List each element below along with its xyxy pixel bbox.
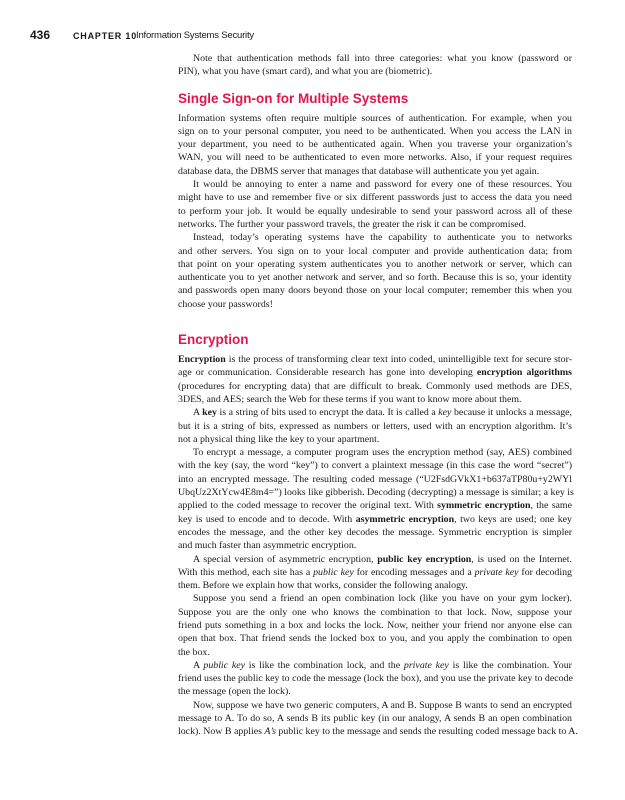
text-line (178, 579, 572, 592)
text-line (178, 606, 572, 619)
text-run: (procedures for encrypting data) that are difficult to break. Commonly used methods are DES, (178, 380, 572, 392)
text-run: to perform your job. It would be equally undesirable to send your password across all of these (178, 205, 572, 217)
text-run: , is used on the Internet. (471, 553, 572, 565)
paragraph (178, 699, 578, 739)
text-line (178, 218, 572, 231)
text-run: age or communication. Considerable research has gone into developing (178, 367, 477, 379)
text-line (178, 592, 572, 605)
text-run: , two keys are used; one key (454, 513, 572, 525)
text-run: To encrypt a message, a computer program uses the encryption method (say, AES) combined (193, 447, 572, 459)
bold-term: symmetric encryption (437, 500, 531, 512)
text-line (178, 685, 572, 698)
text-run: that point on your operating system authenticates you to another network or server, which can (178, 258, 572, 270)
text-run: message to A. To do so, A sends B its public key (in our analogy, A sends B an open combination (178, 713, 572, 725)
text-run: them. Before we explain how that works, consider the following analogy. (178, 580, 468, 592)
text-run: might have to use and remember five or six different passwords just to access the data you need (178, 192, 572, 204)
text-run: is like the combination lock, and the (245, 659, 404, 671)
text-run: PIN), what you have (smart card), and what you are (biometric). (178, 66, 433, 78)
text-line (178, 151, 572, 164)
text-run: for decoding (518, 566, 572, 578)
text-line (178, 205, 572, 218)
text-line (178, 486, 572, 499)
text-run: A special version of asymmetric encryption, (193, 553, 378, 565)
text-line (178, 420, 572, 433)
text-run: lock). Now B applies (178, 726, 265, 738)
text-line (178, 191, 572, 204)
text-run: choose your passwords! (178, 298, 273, 310)
text-line (178, 380, 572, 393)
text-line (178, 553, 572, 566)
italic-term: private key (403, 659, 449, 671)
text-run: because it unlocks a message, (451, 407, 573, 419)
text-line (178, 646, 572, 659)
text-run: authenticate you to yet another network and server, and so forth. Because this is so, your identity (178, 272, 572, 284)
text-line (178, 672, 572, 685)
text-line (178, 284, 572, 297)
text-line (178, 406, 572, 419)
text-run: 3DES, and AES; search the Web for these terms if you want to know more about them. (178, 393, 522, 405)
text-run: WAN, you will need to be authenticated to even more networks. Also, if your request requires (178, 152, 572, 164)
text-line (178, 499, 572, 512)
text-run: Suppose you are the only one who knows the combination to that lock. Now, suppose your (178, 606, 572, 618)
text-line (178, 231, 572, 244)
text-line (178, 271, 572, 284)
italic-term: public key (313, 566, 354, 578)
text-run: is the process of transforming clear text into coded, unintelligible text for secure stor- (225, 354, 572, 366)
text-line (178, 112, 572, 125)
text-line (178, 433, 572, 446)
text-run: is a string of bits used to encrypt the data. It is called a (216, 407, 439, 419)
paragraph (178, 112, 572, 178)
text-run: Now, suppose we have two generic computers, A and B. Suppose B wants to send an encrypted (193, 699, 572, 711)
text-run: Suppose you send a friend an open combination lock (like you have on your gym locker). (193, 593, 572, 605)
text-run: and other servers. You sign on to your local computer and provide authentication data; from (178, 245, 572, 257)
text-line (178, 138, 572, 151)
text-line (178, 178, 572, 191)
text-run: with the key (say, the word “key”) to convert a plaintext message (in this case the word “secret”) (178, 460, 572, 472)
text-run: and passwords open many doors beyond those on your local computer; remember this when you (178, 285, 572, 297)
text-run: but it is a string of bits, expressed as numbers or letters, used with an encryption algorithm. It’s (178, 420, 572, 432)
text-run: Information systems often require multiple sources of authentication. For example, when you (178, 112, 572, 124)
text-run: friend puts something in a box and locks the lock. Now, neither your friend nor anyone else can (178, 619, 572, 631)
text-line (178, 65, 572, 78)
bold-term: public key encryption (377, 553, 472, 565)
italic-term: private key (474, 566, 519, 578)
paragraph (178, 446, 572, 552)
paragraph (178, 353, 572, 406)
text-run: public key to the message and sends the resulting coded message back to A. (275, 726, 578, 738)
text-line (178, 446, 572, 459)
bold-term: encryption algorithms (476, 367, 572, 379)
text-run: applied to the coded message to recover the original text. With (178, 500, 438, 512)
bold-term: Encryption (178, 354, 226, 366)
text-run: key is used to encode and to decode. With (178, 513, 356, 525)
bold-term: key (202, 407, 217, 419)
text-run: the message (open the lock). (178, 686, 291, 698)
text-line (178, 526, 572, 539)
text-line (178, 619, 572, 632)
paragraph (178, 592, 572, 658)
text-run: open that box. That friend sends the locked box to you, and you apply the combination to open (178, 633, 572, 645)
italic-term: public key (203, 659, 245, 671)
text-run: database data, the DBMS server that manages that database will authenticate you yet again. (178, 165, 540, 177)
text-run: Instead, today’s operating systems have the capability to authenticate you to networks (193, 232, 572, 244)
chapter-label: CHAPTER 10 (73, 31, 138, 41)
text-run: sign on to your personal computer, you need to be authenticated. When you access the LAN in (178, 125, 572, 137)
text-run: not a physical thing like the key to your apartment. (178, 433, 380, 445)
bold-term: asymmetric encryption (355, 513, 455, 525)
text-run: friend uses the public key to code the message (lock the box), and you use the private key to decode (178, 673, 573, 685)
text-line (178, 725, 578, 738)
text-line (178, 393, 572, 406)
body-text (178, 52, 578, 739)
text-line (178, 539, 572, 552)
text-line (178, 699, 572, 712)
text-line (178, 165, 572, 178)
paragraph (178, 406, 572, 446)
text-run: is like the combination. Your (448, 659, 572, 671)
text-line (178, 52, 572, 65)
text-run: encodes the message, and the other key decodes the message. Symmetric encryption is simpler (178, 526, 572, 538)
paragraph (178, 52, 572, 79)
text-run: your department, you need to be authenticated again. When you traverse your organization’s (178, 139, 572, 151)
page-number: 436 (30, 28, 51, 42)
text-run: Note that authentication methods fall into three categories: what you know (password or (193, 53, 572, 64)
text-run: for encoding messages and a (353, 566, 475, 578)
paragraph (178, 553, 572, 593)
text-line (178, 712, 572, 725)
text-line (178, 125, 572, 138)
paragraph (178, 659, 572, 699)
text-run: , the same (530, 500, 572, 512)
text-line (178, 258, 572, 271)
paragraph (178, 178, 572, 231)
text-run: into an encrypted message. The resulting coded message (“U2FsdGVkX1+b637aTP80u+y2WYl (178, 473, 572, 485)
italic-term: A’s (264, 726, 276, 738)
text-line (178, 566, 572, 579)
section-heading: Encryption (178, 332, 249, 348)
text-run: and much faster than asymmetric encryption. (178, 540, 357, 552)
text-run: It would be annoying to enter a name and password for every one of these resources. You (193, 179, 572, 191)
chapter-title: Information Systems Security (136, 30, 254, 41)
text-line (178, 659, 572, 672)
text-run: A (193, 659, 204, 671)
text-line (178, 513, 572, 526)
text-run: UbqUz2XtYcw4E8m4=”) looks like gibberish. Decoding (decrypting) a message is similar; a key is (178, 487, 574, 499)
text-line (178, 459, 572, 472)
text-line (178, 473, 572, 486)
text-line (178, 632, 572, 645)
text-line (178, 353, 572, 366)
paragraph (178, 231, 572, 311)
italic-term: key (438, 407, 452, 419)
text-line (178, 298, 572, 311)
text-line (178, 245, 572, 258)
text-run: A (193, 407, 203, 419)
text-line (178, 366, 572, 379)
section-heading: Single Sign-on for Multiple Systems (178, 90, 409, 106)
text-run: networks. The further your password travels, the greater the risk it can be compromised. (178, 218, 527, 230)
text-run: With this method, each site has a (178, 566, 314, 578)
text-run: the box. (178, 646, 210, 658)
